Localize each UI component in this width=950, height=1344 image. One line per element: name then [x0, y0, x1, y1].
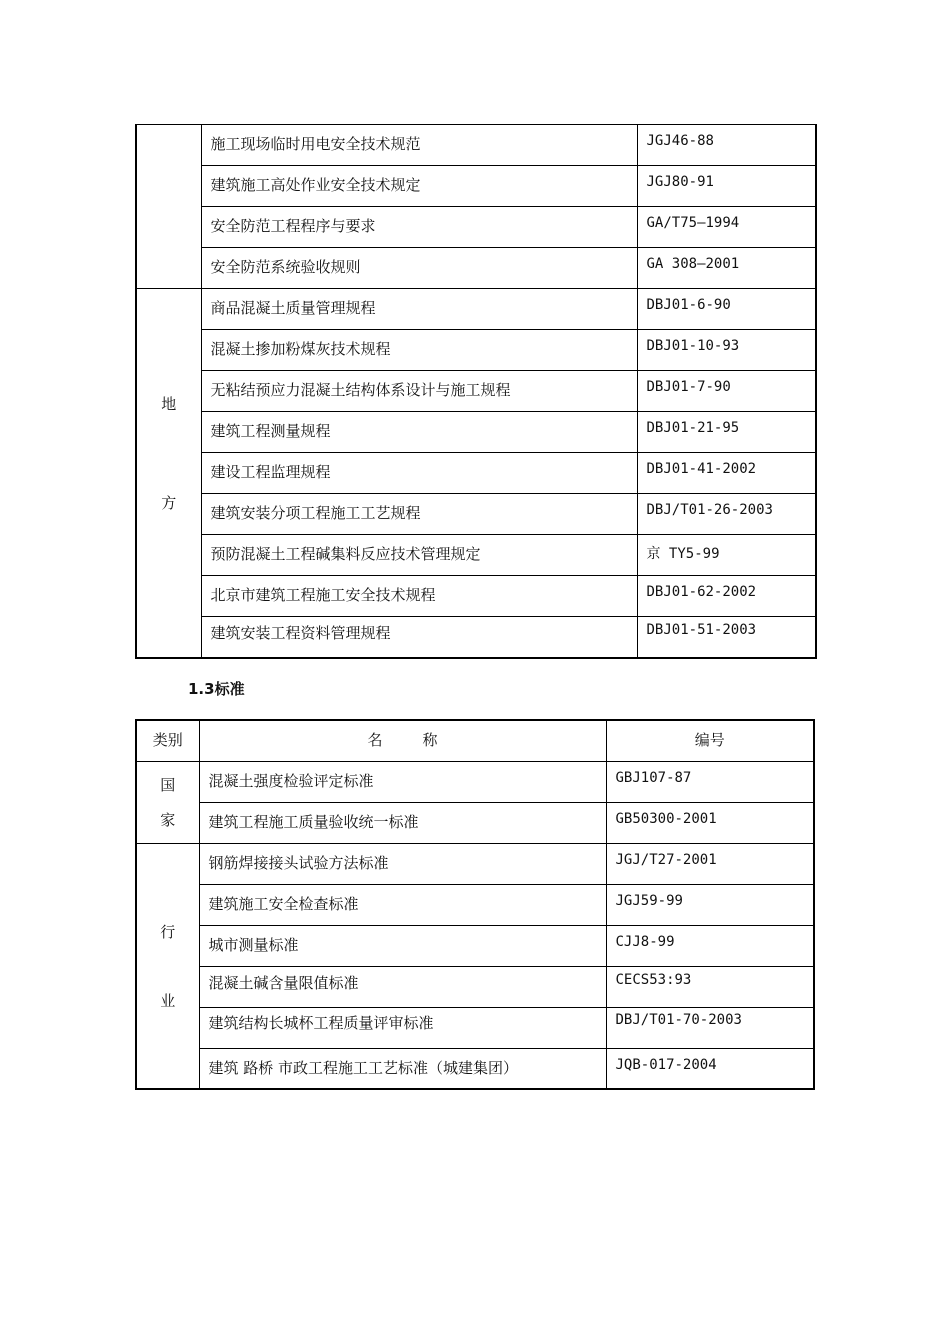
- category-char: 行: [160, 922, 176, 941]
- standard-code: DBJ01-62-2002: [637, 576, 816, 617]
- table-row: [136, 576, 816, 617]
- standard-code: JGJ/T27-2001: [606, 843, 814, 884]
- header-category: 类别: [136, 720, 199, 761]
- table-row: [136, 1007, 814, 1048]
- category-char: 方: [161, 493, 177, 512]
- standard-name: 建筑施工高处作业安全技术规定: [201, 166, 637, 207]
- table-row: [136, 330, 816, 371]
- category-cell-industry: [136, 843, 199, 1089]
- standards-table: [135, 719, 815, 1090]
- table-row: [136, 802, 814, 843]
- standard-name: 无粘结预应力混凝土结构体系设计与施工规程: [201, 371, 637, 412]
- category-char: 地: [161, 394, 177, 413]
- standard-code: GA 308—2001: [637, 248, 816, 289]
- table-header-row: [136, 720, 814, 761]
- standard-code: JGJ59-99: [606, 884, 814, 925]
- standard-code: DBJ01-7-90: [637, 371, 816, 412]
- table-row: [136, 248, 816, 289]
- standard-name: 建筑 路桥 市政工程施工工艺标准（城建集团）: [199, 1048, 606, 1089]
- table-row: [136, 453, 816, 494]
- table-row: [136, 925, 814, 966]
- standard-name: 安全防范工程程序与要求: [201, 207, 637, 248]
- standard-code: 京 TY5-99: [637, 535, 816, 576]
- table-row: [136, 166, 816, 207]
- category-char: 国: [160, 776, 176, 794]
- category-cell: [136, 125, 201, 289]
- standard-name: 钢筋焊接接头试验方法标准: [199, 843, 606, 884]
- standard-name: 建筑工程测量规程: [201, 412, 637, 453]
- standard-name: 预防混凝土工程碱集料反应技术管理规定: [201, 535, 637, 576]
- table-row: [136, 125, 816, 166]
- table-row: [136, 371, 816, 412]
- category-char: 业: [160, 991, 176, 1010]
- standard-name: 建设工程监理规程: [201, 453, 637, 494]
- standard-code: DBJ/T01-70-2003: [606, 1007, 814, 1048]
- header-code: 编号: [606, 720, 814, 761]
- table-row: [136, 494, 816, 535]
- standard-code: JGJ80-91: [637, 166, 816, 207]
- standard-code: DBJ01-41-2002: [637, 453, 816, 494]
- header-name: [199, 720, 606, 761]
- category-cell-local: [136, 289, 201, 658]
- table-row: [136, 761, 814, 802]
- standard-name: 建筑安装工程资料管理规程: [201, 617, 637, 658]
- standard-name: 城市测量标准: [199, 925, 606, 966]
- standard-code: DBJ01-10-93: [637, 330, 816, 371]
- table-row: [136, 617, 816, 658]
- standard-code: DBJ/T01-26-2003: [637, 494, 816, 535]
- header-name-char: 称: [422, 731, 438, 749]
- standard-name: 建筑安装分项工程施工工艺规程: [201, 494, 637, 535]
- standard-name: 建筑结构长城杯工程质量评审标准: [199, 1007, 606, 1048]
- standard-name: 商品混凝土质量管理规程: [201, 289, 637, 330]
- standard-name: 混凝土碱含量限值标准: [199, 966, 606, 1007]
- standard-name: 混凝土掺加粉煤灰技术规程: [201, 330, 637, 371]
- table-row: [136, 884, 814, 925]
- standard-name: 建筑施工安全检查标准: [199, 884, 606, 925]
- table-row: [136, 207, 816, 248]
- table-row: [136, 1048, 814, 1089]
- standard-name: 北京市建筑工程施工安全技术规程: [201, 576, 637, 617]
- header-name-char: 名: [367, 731, 383, 749]
- category-char: 家: [160, 811, 176, 829]
- table-row: [136, 843, 814, 884]
- section-heading: 1.3标准: [188, 680, 245, 698]
- table-row: [136, 289, 816, 330]
- standard-name: 建筑工程施工质量验收统一标准: [199, 802, 606, 843]
- standard-code: DBJ01-51-2003: [637, 617, 816, 658]
- standard-code: GB50300-2001: [606, 802, 814, 843]
- standard-code: GBJ107-87: [606, 761, 814, 802]
- standard-code: JQB-017-2004: [606, 1048, 814, 1089]
- standard-name: 混凝土强度检验评定标准: [199, 761, 606, 802]
- table-row: [136, 966, 814, 1007]
- category-cell-national: [136, 761, 199, 843]
- table-row: [136, 412, 816, 453]
- regulations-table-continued: [135, 124, 817, 659]
- standard-code: JGJ46-88: [637, 125, 816, 166]
- standard-code: CECS53:93: [606, 966, 814, 1007]
- standard-code: GA/T75—1994: [637, 207, 816, 248]
- standard-code: DBJ01-6-90: [637, 289, 816, 330]
- standard-code: DBJ01-21-95: [637, 412, 816, 453]
- table-row: [136, 535, 816, 576]
- standard-name: 安全防范系统验收规则: [201, 248, 637, 289]
- standard-code: CJJ8-99: [606, 925, 814, 966]
- standard-name: 施工现场临时用电安全技术规范: [201, 125, 637, 166]
